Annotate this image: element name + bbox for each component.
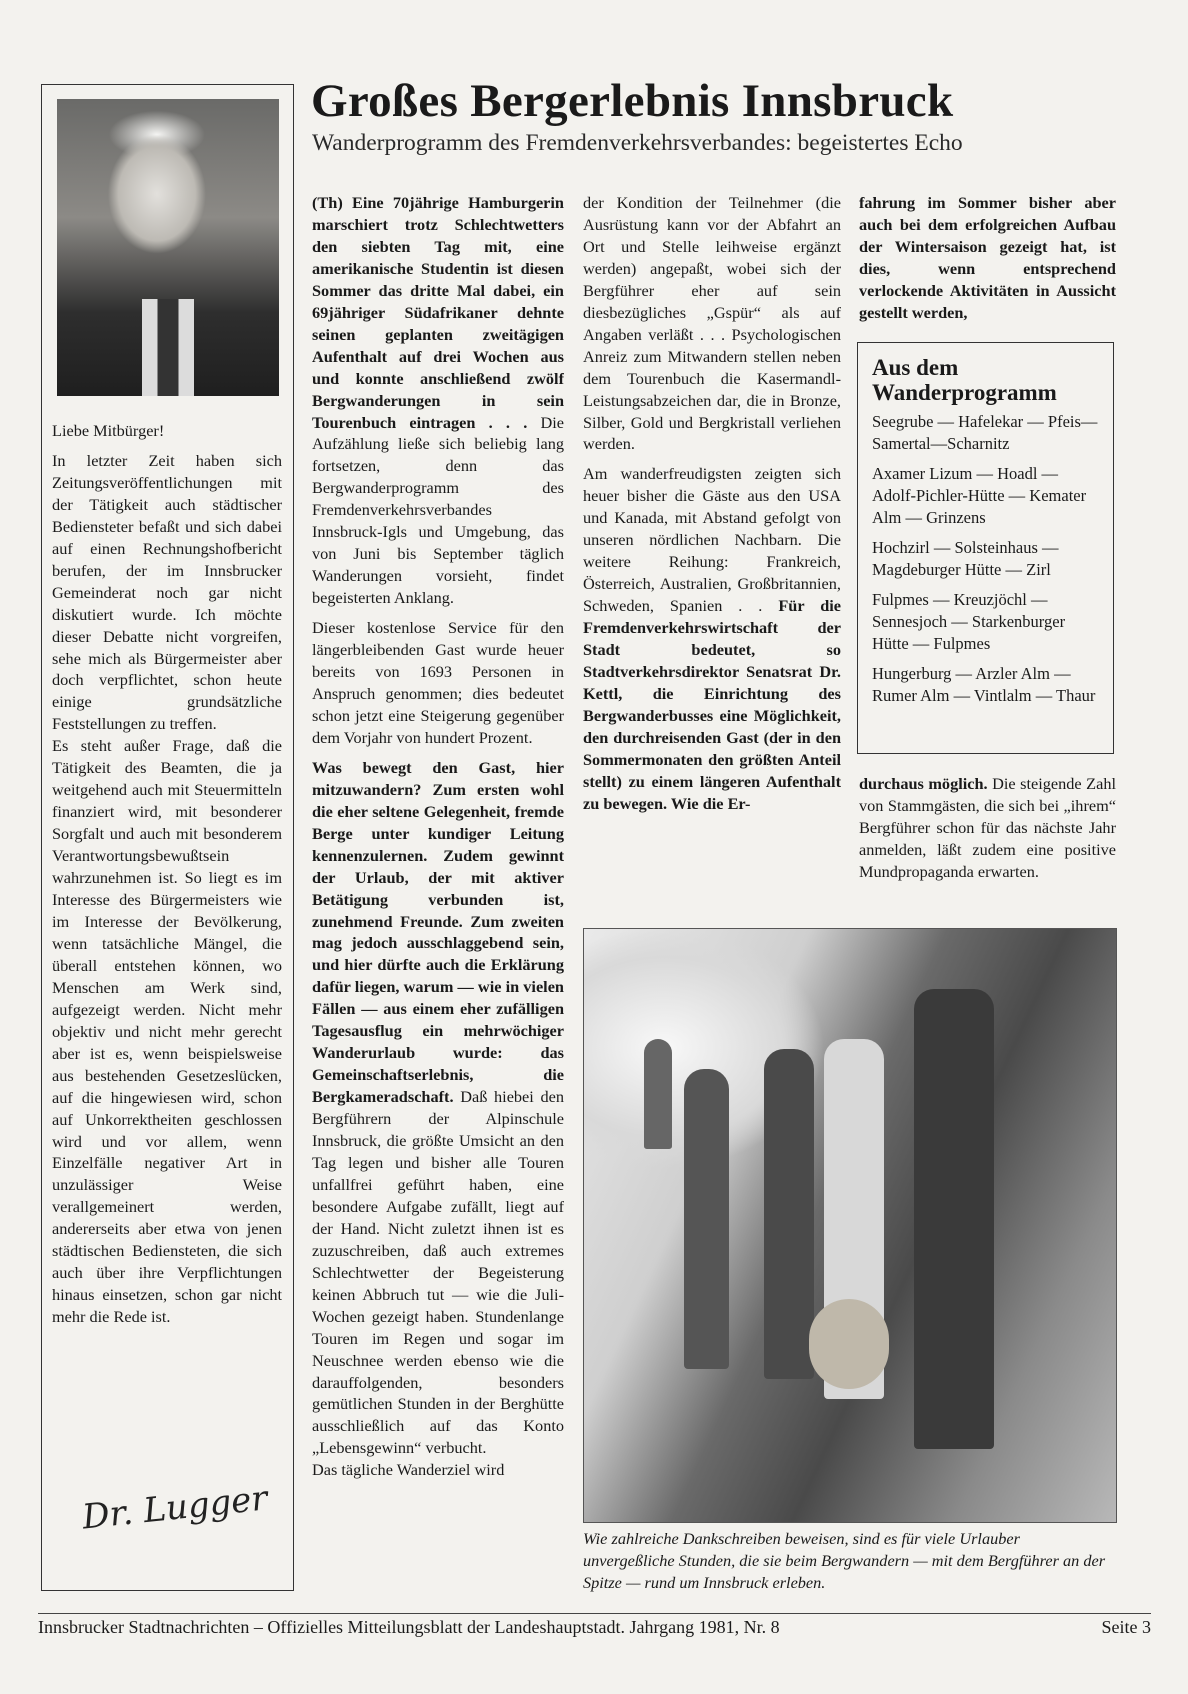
page-number: Seite 3 — [1101, 1617, 1151, 1637]
photo-caption: Wie zahlreiche Dankschreiben beweisen, sind es für viele Urlauber unvergeßliche Stunden, die sie beim Bergwandern — mit dem Bergführer an der Spitze — rund um Innsbruck erleben. — [583, 1529, 1106, 1592]
footer-divider — [38, 1613, 1151, 1614]
paragraph-text: Daß hiebei den Bergführern der Alpinschule Innsbruck, die größte Umsicht an den Tag legen und bisher alle Touren unfallfrei geführt haben, eine besondere Aufgabe zufällt, liegt auf der Hand. Nicht zuletzt ihnen ist es zuzuschreiben, daß auch extremes Schlechtwetter der Begeisterung keinen Abbruch tut — wie die Juli-Wochen gezeigt haben. Stundenlange Touren im Regen und sogar im Neuschnee werden ebenso wie die darauffolgenden, besonders gemütlichen Stunden in der Berghütte ausschließlich auf das Konto „Lebensgewinn“ verbucht. — [312, 1087, 564, 1458]
box-title: Aus dem Wanderprogramm — [872, 355, 1057, 405]
page-footer — [38, 1617, 1151, 1638]
lead-bold: (Th) Eine 70jährige Hamburgerin marschiert trotz Schlechtwetters den siebten Tag mit, eine amerikanische Studentin ist diesen Sommer das dritte Mal dabei, ein 69jähriger Südafrikaner dehnte seinen geplanten zweitägigen Aufenthalt auf drei Wochen aus und konnte anschließend zwölf Bergwanderungen in sein Tourenbuch eintragen . . . — [312, 193, 564, 432]
emphasis-bold: durchaus möglich. — [859, 774, 988, 793]
page-subtitle: Wanderprogramm des Fremdenverkehrsverbandes: begeistertes Echo — [312, 130, 963, 156]
article-column-2 — [583, 192, 841, 915]
route-item: Axamer Lizum — Hoadl — Adolf-Pichler-Hütte — Kemater Alm — Grinzens — [872, 464, 1087, 527]
hikers-photo — [583, 928, 1117, 1523]
route-item: Hungerburg — Arzler Alm — Rumer Alm — Vintlalm — Thaur — [872, 664, 1096, 705]
mayor-letter-text — [52, 420, 282, 1480]
article-paragraph: Dieser kostenlose Service für den längerbleibenden Gast wurde heuer bereits von 1693 Personen in Anspruch genommen; dies bedeutet schon jetzt eine Steigerung gegenüber dem Vorjahr von hundert Prozent. — [312, 618, 564, 747]
article-paragraph: der Kondition der Teilnehmer (die Ausrüstung kann vor der Abfahrt an Ort und Stelle leihweise ergänzt werden) angepaßt, wobei sich der Bergführer eher auf sein diesbezügliches „Gspür“ als auf Angaben verläßt . . . Psychologischen Anreiz zum Mitwandern stellen neben dem Tourenbuch die Kasermandl-Leistungsabzeichen dar, die in Bronze, Silber, Gold und Bergkristall verliehen werden. — [583, 193, 841, 454]
paragraph-text: Die steigende Zahl von Stammgästen, die sich bei „ihrem“ Bergführer schon für das nächste Jahr anmelden, läßt zudem eine positive Mundpropaganda erwarten. — [859, 774, 1116, 881]
article-paragraph: fahrung im Sommer bisher aber auch bei dem erfolgreichen Aufbau der Wintersaison gezeigt hat, ist dies, wenn entsprechend verlockende Aktivitäten in Aussicht gestellt werden, — [859, 193, 1116, 322]
mayor-signature: Dr. Lugger — [80, 1478, 270, 1538]
article-column-3-bottom — [859, 773, 1116, 918]
article-paragraph — [312, 757, 564, 1460]
mayor-portrait-photo — [57, 99, 279, 396]
publication-info: Innsbrucker Stadtnachrichten – Offizielles Mitteilungsblatt der Landeshauptstadt. Jahrgang 1981, Nr. 8 — [38, 1617, 780, 1637]
route-item: Seegrube — Hafelekar — Pfeis—Samertal—Scharnitz — [872, 412, 1098, 453]
emphasis-bold: Für die Fremdenverkehrswirtschaft der Stadt bedeutet, so Stadtverkehrsdirektor Senatsrat Dr. Kettl, die Einrichtung des Bergwanderbusses eine Möglichkeit, den durchreisenden Gast (der in den Sommermonaten den größten Anteil stellt) zu einem längeren Aufenthalt zu bewegen. Wie die Er- — [583, 596, 841, 813]
article-paragraph — [312, 192, 564, 609]
emphasis-bold: Was bewegt den Gast, hier mitzuwandern? Zum ersten wohl die eher seltene Gelegenheit, fremde Berge unter kundiger Leitung kennenzulernen. Zudem gewinnt der Urlaub, der mit aktiver Betätigung verbunden ist, zunehmend Freunde. Zum zweiten mag jedoch ausschlaggebend sein, und hier dürfte auch die Erklärung dafür liegen, warum — wie in vielen Fällen — aus einem eher zufälligen Tagesausflug ein mehrwöchiger Wanderurlaub wurde: das Gemeinschaftserlebnis, die Bergkameradschaft. — [312, 757, 564, 1107]
article-column-1 — [312, 192, 564, 1592]
article-paragraph — [583, 463, 841, 814]
page-title: Großes Bergerlebnis Innsbruck — [311, 75, 954, 127]
letter-salutation: Liebe Mitbürger! — [52, 421, 165, 440]
wanderprogramm-box — [857, 342, 1114, 754]
article-paragraph: Das tägliche Wanderziel wird — [312, 1460, 505, 1480]
route-item: Fulpmes — Kreuzjöchl — Sennesjoch — Starkenburger Hütte — Fulpmes — [872, 590, 1066, 653]
article-column-3-top — [859, 192, 1116, 326]
article-paragraph — [859, 773, 1116, 883]
route-item: Hochzirl — Solsteinhaus — Magdeburger Hütte — Zirl — [872, 538, 1059, 579]
lead-text: Die Aufzählung ließe sich beliebig lang fortsetzen, denn das Bergwanderprogramm des Fremdenverkehrsverbandes Innsbruck-Igls und Umgebung, das von Juni bis September täglich Wanderungen vorsieht, findet begeisterten Anklang. — [312, 412, 564, 608]
letter-paragraph: Es steht außer Frage, daß die Tätigkeit des Beamten, die ja weitgehend auch mit Steuermitteln finanziert wird, mit besonderer Sorgfalt und auch mit besonderem Verantwortungsbewußtsein wahrzunehmen ist. So liegt es im Interesse des Bürgermeisters wie im Interesse der Bevölkerung, wenn tatsächliche Mängel, die überall entstehen können, wo Menschen am Werk sind, aufgezeigt werden. Nicht mehr objektiv und nicht mehr gerecht aber ist es, wenn beispielsweise aus bestehenden Gesetzeslücken, auf die hingewiesen wird, schon auf Unkorrektheiten geschlossen wird und vor allem, wenn Einzelfälle negativer Art in unzulässiger Weise verallgemeinert werden, andererseits aber etwa von jenen städtischen Bediensteten, die sich auch über ihre Verpflichtungen hinaus einsetzen, schon gar nicht mehr die Rede ist. — [52, 736, 282, 1327]
letter-paragraph: In letzter Zeit haben sich Zeitungsveröffentlichungen mit der Tätigkeit auch städtischer Bediensteter befaßt und sich dabei auf einen Rechnungshofbericht berufen, der im Innsbrucker Gemeinderat noch gar nicht diskutiert wurde. Ich möchte dieser Debatte nicht vorgreifen, sehe mich als Bürgermeister aber doch verpflichtet, schon heute einige grundsätzliche Feststellungen zu treffen. — [52, 450, 282, 734]
paragraph-text: Am wanderfreudigsten zeigten sich heuer bisher die Gäste aus den USA und Kanada, mit Abstand gefolgt von unseren nördlichen Nachbarn. Die weitere Reihung: Frankreich, Österreich, Australien, Großbritannien, Schweden, Spanien . . — [583, 464, 841, 616]
